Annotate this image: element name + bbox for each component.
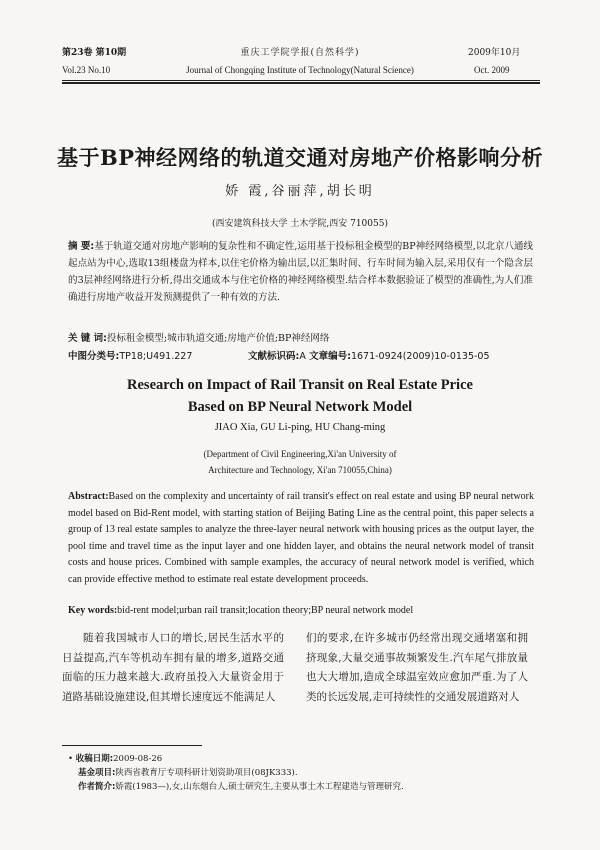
header-rule-top — [62, 80, 540, 81]
issue-date-cn: 2009年10月 — [468, 48, 521, 58]
authors-cn: 娇 霞,谷丽萍,胡长明 — [225, 184, 375, 199]
keywords-en-text: bid-rent model;urban rail transit;location theory;BP neural network model — [117, 605, 414, 616]
article-no-label: 文章编号: — [309, 351, 351, 362]
authors-en: JIAO Xia, GU Li-ping, HU Chang-ming — [214, 422, 386, 433]
keywords-en — [68, 605, 534, 616]
paper-title-en-line1: Research on Impact of Rail Transit on Real Estate Price — [127, 377, 473, 393]
keywords-cn-text: 投标租金模型;城市轨道交通;房地产价值;BP神经网络 — [106, 333, 330, 344]
footnote-fund — [68, 766, 404, 780]
affiliation-cn: (西安建筑科技大学 土木学院,西安 710055) — [212, 219, 388, 229]
keywords-cn — [68, 330, 538, 344]
abstract-en — [68, 489, 534, 588]
footnote-received — [68, 752, 404, 766]
doc-code-value: A — [299, 351, 306, 362]
bullet-icon: • — [68, 754, 76, 764]
author-bio-label: 作者简介: — [78, 782, 116, 792]
classification-line — [68, 348, 538, 362]
body-column-left: 随着我国城市人口的增长,居民生活水平的日益提高,汽车等机动车拥有量的增多,道路交通面临的压力越来越大.政府虽投入大量资金用于道路基础设施建设,但其增长速度远不能满足人 — [62, 632, 284, 703]
received-label: 收稿日期: — [75, 754, 114, 764]
abstract-en-text: Based on the complexity and uncertainty of rail transit's effect on real estate and using BP neural network model based on Bid-Rent model, with starting station of Beijing Bating Line as the central point, this paper selects a group of 13 real estate samples to analyze the three-layer neural network with housing prices as the output layer, the pool time and travel time as the input layer and one hidden layer, and obtains the neural network model of transit costs and house prices. Combined with sample examples, the accuracy of neural network model is verified, which can provide effective method to estimate real estate development proceeds. — [68, 491, 534, 585]
doc-code-label: 文献标识码: — [248, 351, 300, 362]
article-no-value: 1671-0924(2009)10-0135-05 — [350, 351, 490, 362]
volume-issue-cn: 第23卷 第10期 — [62, 48, 127, 58]
paper-title-en-line2: Based on BP Neural Network Model — [187, 399, 413, 415]
keywords-cn-label: 关 键 词: — [68, 333, 107, 344]
abstract-cn — [68, 238, 533, 306]
journal-name-cn: 重庆工学院学报(自然科学) — [240, 48, 360, 58]
paper-title-cn: 基于BP神经网络的轨道交通对房地产价格影响分析 — [56, 145, 544, 170]
body-column-right: 们的要求,在许多城市仍经常出现交通堵塞和拥挤现象,大量交通事故频繁发生.汽车尾气排放量也大大增加,造成全球温室效应愈加严重.为了人类的长远发展,走可持续性的交通发展道路对人 — [306, 632, 528, 703]
affiliation-en-line2: Architecture and Technology, Xi'an 710055,China) — [208, 465, 392, 475]
abstract-en-label: Abstract: — [68, 491, 109, 502]
abstract-cn-label: 摘 要: — [68, 241, 95, 252]
footnote-rule — [62, 745, 202, 746]
issue-date-en: Oct. 2009 — [474, 65, 510, 75]
footnote-author — [68, 780, 404, 794]
affiliation-en-line1: (Department of Civil Engineering,Xi'an University of — [203, 449, 397, 459]
abstract-cn-text: 基于轨道交通对房地产影响的复杂性和不确定性,运用基于投标租金模型的BP神经网络模型,以北京八通线起点站为中心,选取13组楼盘为样本,以住宅价格为输出层,以汇集时间、行车时间为输入层,采用仅有一个隐含层的3层神经网络进行分析,得出交通成本与住宅价格的神经网络模型.结合样本数据验证了模型的准确性,为人们准确进行房地产收益开发预测提供了一种有效的方法. — [68, 241, 533, 303]
affiliation-en — [0, 446, 600, 478]
keywords-en-label: Key words: — [68, 605, 118, 616]
fund-value: 陕西省教育厅专项科研计划资助项目(08JK333). — [115, 768, 298, 778]
clc-value: TP18;U491.227 — [119, 351, 193, 362]
fund-label: 基金项目: — [78, 768, 116, 778]
paper-title-en — [0, 374, 600, 418]
header-rule-bottom — [62, 82, 540, 84]
clc-label: 中图分类号: — [68, 351, 120, 362]
volume-issue-en: Vol.23 No.10 — [62, 65, 111, 75]
footnotes — [68, 752, 404, 794]
received-value: 2009-08-26 — [113, 754, 163, 764]
author-bio-value: 娇霞(1983—),女,山东烟台人,硕士研究生,主要从事土木工程建造与管理研究. — [115, 782, 404, 792]
journal-name-en: Journal of Chongqing Institute of Technology(Natural Science) — [186, 65, 414, 75]
